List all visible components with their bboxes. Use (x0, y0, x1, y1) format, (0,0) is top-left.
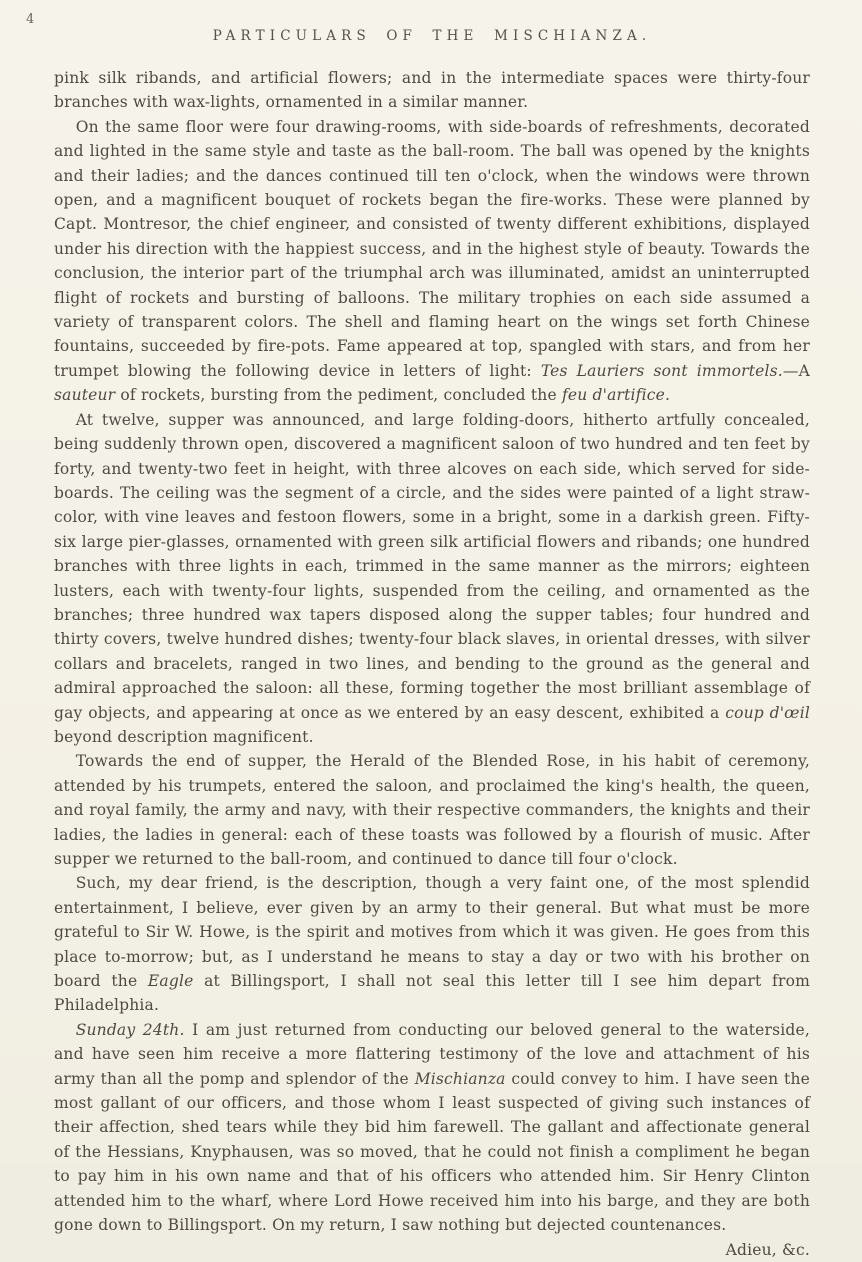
paragraph (54, 115, 810, 408)
italic-run: Sunday 24th. (75, 1020, 185, 1039)
paragraph (54, 408, 810, 750)
italic-run: Eagle (147, 972, 194, 991)
signature-text: Adieu, &c. (725, 1240, 810, 1259)
text-run: I am just returned from conducting our beloved general to the waterside, and have seen him receive a more flattering testimony of the love and attachment of his army than all the pomp and splendor of the (54, 1020, 810, 1088)
italic-run: feu d'artifice. (561, 386, 671, 405)
page-header: PARTICULARS OF THE MISCHIANZA. (212, 28, 652, 44)
text-run: Such, my dear friend, is the description, though a very faint one, of the most splendid entertainment, I believe, ever given by an army to their general. But what must be more grateful to Sir W. Howe, is the spirit and motives from which it was given. He goes from this place to-morrow; but, as I understand he means to stay a day or two with his brother on board the (54, 874, 810, 991)
paragraph (54, 749, 810, 871)
text-run: At twelve, supper was announced, and large folding-doors, hitherto artfully concealed, being suddenly thrown open, discovered a magnificent saloon of two hundred and ten feet by forty, and twenty-two feet in height, with three alcoves on each side, which served for side-boards. The ceiling was the segment of a circle, and the sides were painted of a light straw-color, with vine leaves and festoon flowers, some in a bright, some in a darkish green. Fifty-six large pier-glasses, ornamented with green silk artificial flowers and ribands; one hundred branches with three lights in each, trimmed in the same manner as the mirrors; eighteen lusters, each with twenty-four lights, suspended from the ceiling, and ornamented as the branches; three hundred wax tapers disposed along the supper tables; four hundred and thirty covers, twelve hundred dishes; twenty-four black slaves, in oriental dresses, with silver collars and bracelets, ranged in two lines, and bending to the ground as the general and admiral approached the saloon: all these, forming together the most brilliant assemblage of gay objects, and appearing at once as we entered by an easy descent, exhibited a (54, 410, 810, 722)
paragraph (54, 871, 810, 1017)
italic-run: Tes Lauriers sont immortels. (540, 361, 783, 380)
text-run: could convey to him. I have seen the most gallant of our officers, and those whom I least suspected of giving such instances of their affection, shed tears while they bid him farewell. The gallant and affectionate general of the Hessians, Knyphausen, was so moved, that he could not finish a compliment he began to pay him in his own name and that of his officers who attended him. Sir Henry Clinton attended him to the wharf, where Lord Howe received him into his barge, and they are both gone down to Billingsport. On my return, I saw nothing but dejected countenances. (54, 1069, 811, 1235)
text-run: On the same floor were four drawing-rooms, with side-boards of refreshments, decorated and lighted in the same style and taste as the ball-room. The ball was opened by the knights and their ladies; and the dances continued till ten o'clock, when the windows were thrown open, and a magnificent bouquet of rockets began the fire-works. These were planned by Capt. Montresor, the chief engineer, and consisted of twenty different exhibitions, displayed under his direction with the happiest success, and in the highest style of beauty. Towards the conclusion, the interior part of the triumphal arch was illuminated, amidst an uninterrupted flight of rockets and bursting of balloons. The military trophies on each side assumed a variety of transparent colors. The shell and flaming heart on the wings set forth Chinese fountains, succeeded by fire-pots. Fame appeared at top, spangled with stars, and from her trumpet blowing the following device in letters of light: (54, 117, 810, 380)
text-run: beyond description magnificent. (54, 727, 314, 746)
text-run: —A (782, 361, 810, 380)
italic-run: coup d'œil (725, 703, 810, 722)
italic-run: sauteur (54, 386, 116, 405)
italic-run: Mischianza (414, 1069, 506, 1088)
text-run: of rockets, bursting from the pediment, concluded the (115, 386, 562, 405)
page-number: 4 (26, 12, 35, 27)
text-run: pink silk ribands, and artificial flowers; and in the intermediate spaces were thirty-four branches with wax-lights, ornamented in a similar manner. (54, 69, 810, 112)
text-run: at Billingsport, I shall not seal this letter till I see him depart from Philadelphia. (54, 972, 810, 1015)
paragraph (54, 1018, 811, 1259)
text-body (54, 66, 811, 1259)
text-run: Towards the end of supper, the Herald of the Blended Rose, in his habit of ceremony, attended by his trumpets, entered the saloon, and proclaimed the king's health, the queen, and royal family, the army and navy, with their respective commanders, the knights and their ladies, the ladies in general: each of these toasts was followed by a flourish of music. After supper we returned to the ball-room, and continued to dance till four o'clock. (54, 752, 810, 868)
paragraph (54, 66, 810, 115)
